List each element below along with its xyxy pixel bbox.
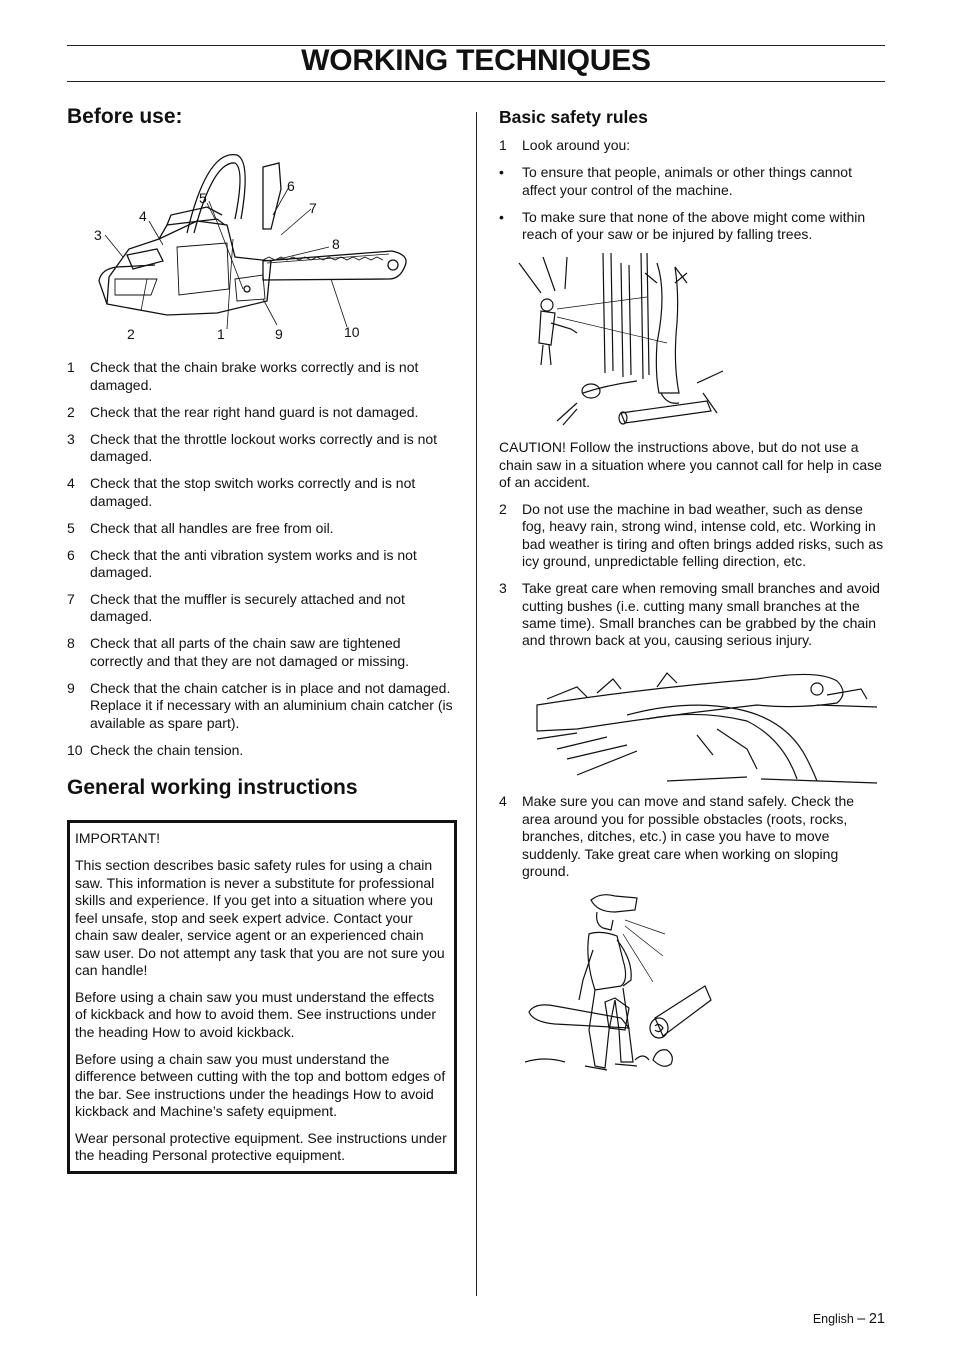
right-column	[499, 100, 885, 1080]
list-item: 4 Check that the stop switch works correctly and is not damaged.	[67, 475, 416, 509]
list-item: 7 Check that the muffler is securely attached and not damaged.	[67, 591, 405, 625]
list-item: 2 Check that the rear right hand guard is not damaged.	[67, 403, 419, 420]
list-item: 5 Check that all handles are free from oil.	[67, 519, 334, 536]
chainsaw-parts-figure	[67, 129, 457, 341]
footer-dash: –	[857, 1311, 866, 1327]
list-item: 3 Take great care when removing small branches and avoid cutting bushes (i.e. cutting many small branches at the same time). Small branches can be grabbed by the chain and thrown back at you, causing serious injury.	[499, 580, 880, 649]
look-around-bullets	[499, 164, 885, 243]
footer-language: English	[812, 1312, 854, 1326]
left-column	[67, 100, 457, 1174]
list-item: 2 Do not use the machine in bad weather, such as dense fog, heavy rain, strong wind, intense cold, etc. Working in bad weather is tiring and often brings added risks, such as icy ground, unpredictable felling direction, etc.	[499, 501, 884, 570]
operator-footing-figure	[525, 890, 725, 1080]
column-divider	[476, 112, 477, 1296]
general-instructions-heading: General working instructions	[67, 776, 358, 800]
branches-figure	[517, 659, 887, 787]
page-footer	[813, 1311, 885, 1327]
caution-text: CAUTION! Follow the instructions above, but do not use a chain saw in a situation where you cannot call for help in case of an accident.	[499, 439, 882, 491]
important-paragraph: This section describes basic safety rules for using a chain saw. This information is never a substitute for professional skills and experience. If you get into a situation where you feel unsafe, stop and seek expert advice. Contact your chain saw dealer, service agent or an experienced chain saw user. Do not attempt any task that you are not sure you can handle!	[75, 857, 445, 978]
callout-9: 9	[275, 326, 283, 342]
important-notice-box	[67, 820, 457, 1173]
list-item: 4 Make sure you can move and stand safely. Check the area around you for possible obstacles (roots, rocks, branches, ditches, etc.) in case you have to move suddenly. Take great care when working on sloping ground.	[499, 793, 855, 880]
list-item: 10 Check the chain tension.	[67, 741, 244, 758]
page-title: WORKING TECHNIQUES	[301, 44, 651, 77]
list-item: 9 Check that the chain catcher is in place and not damaged. Replace it if necessary with an aluminium chain catcher (is available as spare part).	[67, 679, 453, 731]
callout-6: 6	[287, 178, 295, 195]
important-paragraph: Before using a chain saw you must understand the difference between cutting with the top and bottom edges of the bar. See instructions under the headings How to avoid kickback and Machine’s safety equipment.	[75, 1050, 446, 1119]
before-use-heading: Before use:	[67, 105, 183, 128]
callout-4: 4	[139, 208, 147, 225]
list-item: 8 Check that all parts of the chain saw are tightened correctly and that they are not damaged or missing.	[67, 635, 410, 669]
list-item: 6 Check that the anti vibration system works and is not damaged.	[67, 546, 417, 581]
callout-5: 5	[199, 190, 207, 207]
important-paragraph: Before using a chain saw you must understand the effects of kickback and how to avoid them. See instructions under the heading How to avoid kickback.	[75, 988, 437, 1040]
basic-safety-heading: Basic safety rules	[499, 107, 648, 127]
callout-7: 7	[309, 200, 317, 217]
before-use-checklist	[67, 359, 457, 759]
safety-item-4	[499, 793, 885, 880]
list-item: • To ensure that people, animals or other things cannot affect your control of the machine.	[499, 164, 852, 198]
callout-1: 1	[217, 326, 225, 342]
falling-trees-figure	[517, 253, 747, 433]
callout-8: 8	[332, 236, 340, 253]
important-label: IMPORTANT!	[75, 830, 161, 847]
callout-2: 2	[127, 326, 135, 342]
callout-3: 3	[94, 227, 102, 244]
header-rule-bottom	[67, 81, 885, 82]
important-paragraph: Wear personal protective equipment. See instructions under the heading Personal protective equipment.	[75, 1129, 447, 1164]
callout-10: 10	[344, 324, 360, 341]
list-item: 3 Check that the throttle lockout works correctly and is not damaged.	[67, 430, 438, 465]
page-number: 21	[868, 1311, 885, 1327]
list-item: • To make sure that none of the above might come within reach of your saw or be injured by falling trees.	[499, 208, 866, 243]
safety-items-2-3	[499, 501, 885, 650]
list-item: 1 Look around you:	[499, 137, 631, 154]
list-item: 1 Check that the chain brake works correctly and is not damaged.	[67, 359, 419, 393]
safety-item-1	[499, 137, 885, 154]
